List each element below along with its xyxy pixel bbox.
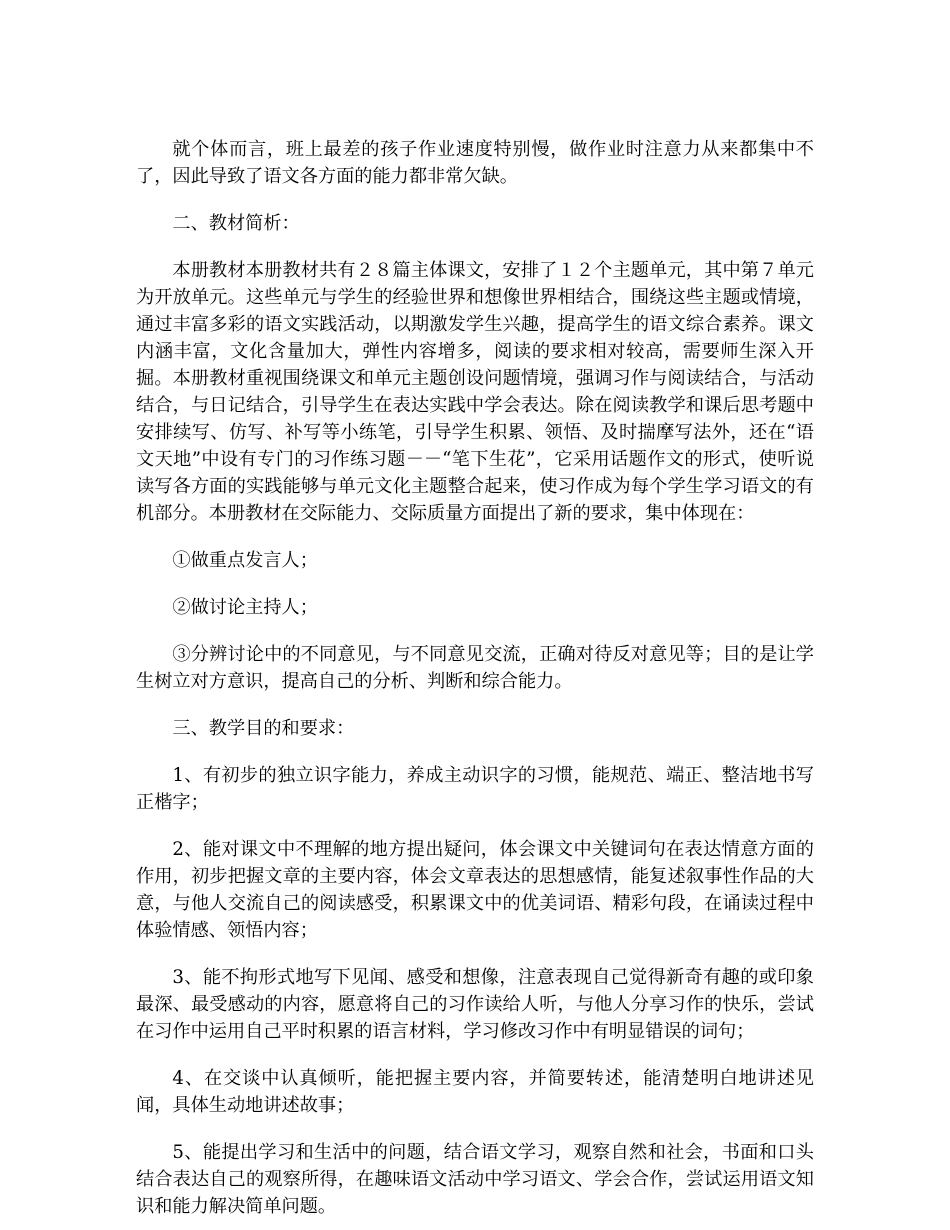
list-item-distinguish-opinions: ③分辨讨论中的不同意见，与不同意见交流，正确对待反对意见等；目的是让学生树立对方意识，提高自己的分析、判断和综合能力。 — [136, 644, 814, 692]
goal-item-2: 2、能对课文中不理解的地方提出疑问，体会课文中关键词句在表达情意方面的作用，初步把握文章的主要内容，体会文章表达的思想感情，能复述叙事性作品的大意，与他人交流自己的阅读感受，积累课文中的优美词语、精彩句段，在诵读过程中体验情感、领悟内容； — [136, 839, 814, 941]
goal-item-5: 5、能提出学习和生活中的问题，结合语文学习，观察自然和社会，书面和口头结合表达自己的观察所得，在趣味语文活动中学习语文、学会合作，尝试运用语文知识和能力解决简单问题。 — [136, 1142, 814, 1217]
section-heading-textbook-analysis: 二、教材简析： — [172, 213, 300, 234]
goal-item-4: 4、在交谈中认真倾听，能把握主要内容，并简要转述，能清楚明白地讲述见闻，具体生动地讲述故事； — [136, 1068, 814, 1116]
goal-item-1: 1、有初步的独立识字能力，养成主动识字的习惯，能规范、端正、整洁地书写正楷字； — [136, 765, 814, 813]
goal-item-3: 3、能不拘形式地写下见闻、感受和想像，注意表现自己觉得新奇有趣的或印象最深、最受感动的内容，愿意将自己的习作读给人听，与他人分享习作的快乐，尝试在习作中运用自己平时积累的语言材料，学习修改习作中有明显错误的词句； — [136, 967, 814, 1042]
paragraph-individual-situation: 就个体而言，班上最差的孩子作业速度特别慢，做作业时注意力从来都集中不了，因此导致了语文各方面的能力都非常欠缺。 — [136, 139, 814, 187]
paragraph-textbook-analysis: 本册教材本册教材共有２８篇主体课文，安排了１２个主题单元，其中第７单元为开放单元。这些单元与学生的经验世界和想像世界相结合，围绕这些主题或情境，通过丰富多彩的语文实践活动，以期激发学生兴趣，提高学生的语文综合素养。课文内涵丰富，文化含量加大，弹性内容增多，阅读的要求相对较高，需要师生深入开掘。本册教材重视围绕课文和单元主题创设问题情境，强调习作与阅读结合，与活动结合，与日记结合，引导学生在表达实践中学会表达。除在阅读教学和课后思考题中安排续写、仿写、补写等小练笔，引导学生积累、领悟、及时揣摩写法外，还在“语文天地”中设有专门的习作练习题－－“笔下生花”，它采用话题作文的形式，使听说读写各方面的实践能够与单元文化主题整合起来，使习作成为每个学生学习语文的有机部分。本册教材在交际能力、交际质量方面提出了新的要求，集中体现在： — [136, 260, 814, 524]
list-item-discussion-host: ②做讨论主持人； — [172, 597, 318, 618]
section-heading-teaching-goals: 三、教学目的和要求： — [172, 718, 355, 739]
list-item-key-speaker: ①做重点发言人； — [172, 550, 318, 571]
